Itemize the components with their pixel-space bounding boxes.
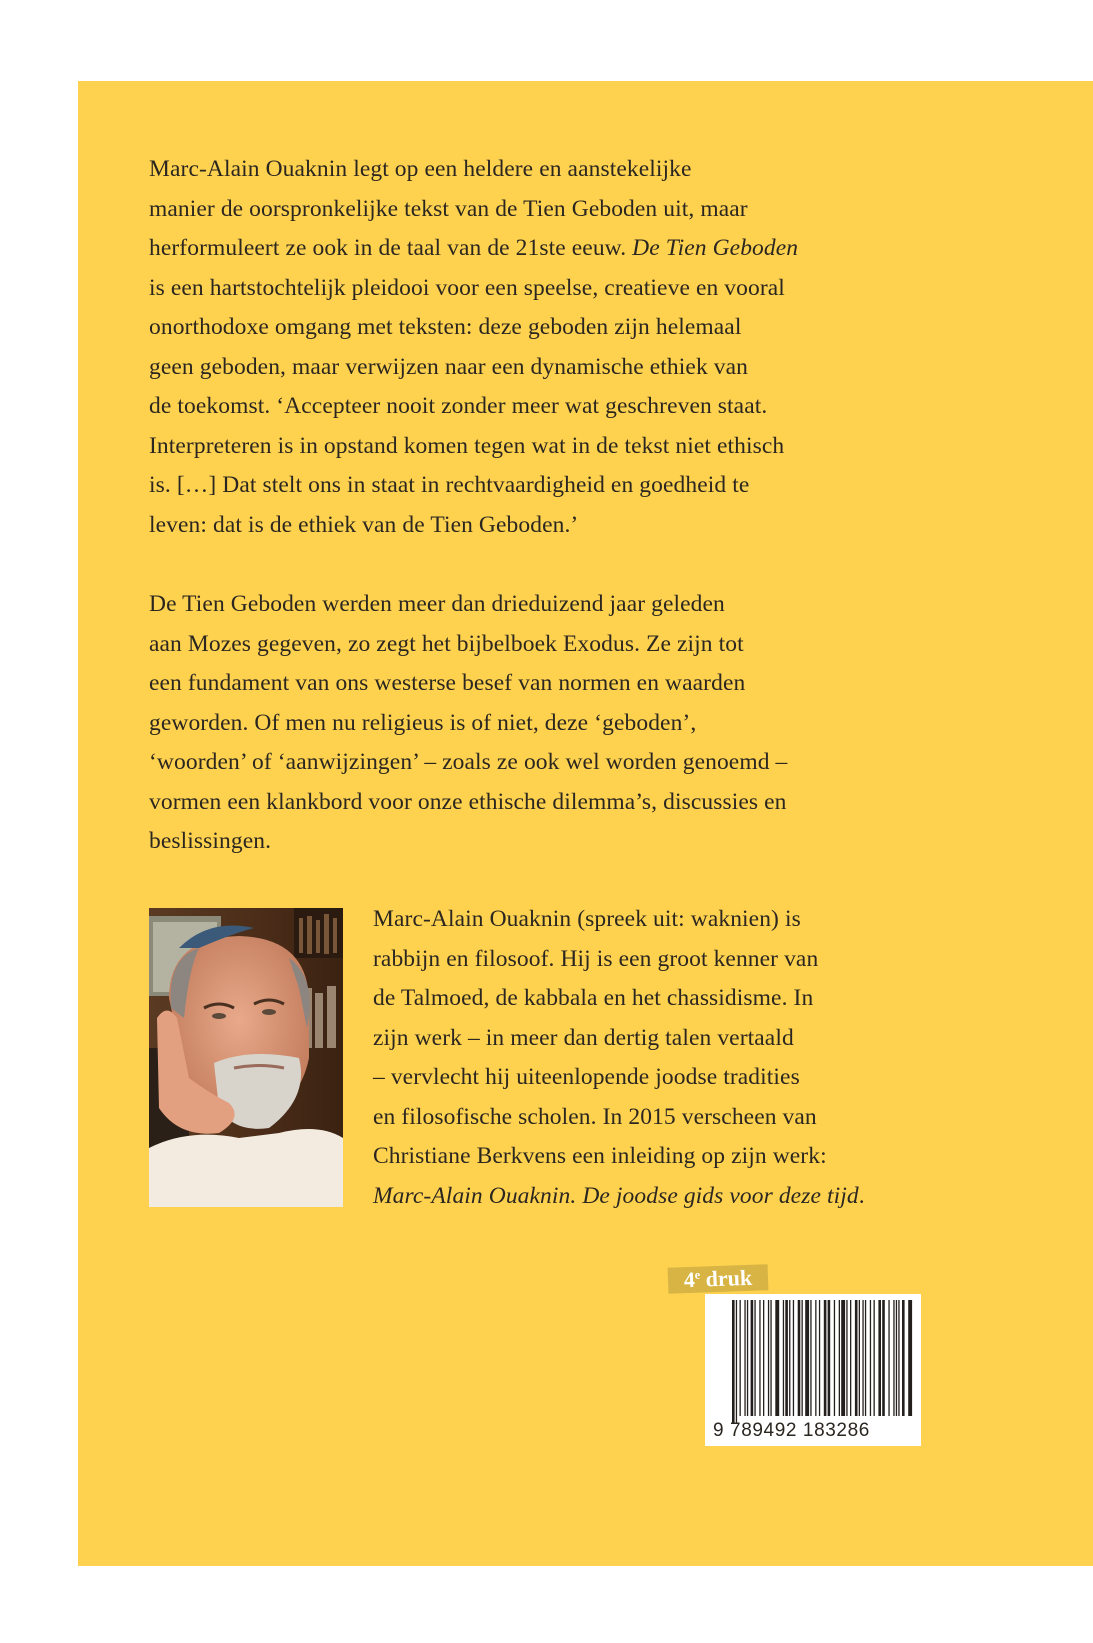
- barcode-bar: [882, 1300, 885, 1416]
- barcode-bar: [770, 1300, 771, 1416]
- blurb-line: is. […] Dat stelt ons in staat in rechtvaardigheid en goedheid te: [149, 472, 750, 498]
- barcode-bar: [878, 1300, 881, 1416]
- barcode-bar: [841, 1300, 845, 1416]
- barcode-bar: [819, 1300, 820, 1416]
- bio-line: de Talmoed, de kabbala en het chassidisme. In: [373, 985, 814, 1011]
- barcode-bar: [862, 1300, 863, 1416]
- blurb-line: De Tien Geboden werden meer dan drieduizend jaar geleden: [149, 591, 725, 617]
- barcode-bar: [775, 1300, 779, 1416]
- barcode-bar: [798, 1300, 801, 1416]
- barcode-bar: [902, 1300, 905, 1416]
- barcode-bar: [908, 1300, 912, 1416]
- barcode-bar: [870, 1300, 871, 1416]
- edition-number: 4: [683, 1266, 696, 1293]
- blurb-paragraph-2: [149, 585, 939, 862]
- blurb-line: [149, 229, 939, 269]
- barcode-bar: [888, 1300, 889, 1416]
- barcode-bar: [744, 1300, 745, 1416]
- bio-line: Marc-Alain Ouaknin (spreek uit: waknien) is: [373, 906, 801, 932]
- blurb-line: ‘woorden’ of ‘aanwijzingen’ – zoals ze ook wel worden genoemd –: [149, 749, 788, 775]
- barcode-bar: [898, 1300, 899, 1416]
- barcode-bar: [789, 1300, 790, 1416]
- edition-superscript: e: [694, 1267, 701, 1282]
- isbn-number: 9 789492 183286: [713, 1420, 870, 1441]
- barcode-bar: [747, 1300, 748, 1416]
- edition-label: [668, 1264, 769, 1293]
- blurb-line: geen geboden, maar verwijzen naar een dynamische ethiek van: [149, 353, 748, 380]
- barcode-bar: [759, 1300, 760, 1416]
- author-bio: [373, 900, 933, 1216]
- barcode-bar: [793, 1300, 794, 1416]
- bio-line: Christiane Berkvens een inleiding op zijn werk:: [373, 1143, 827, 1169]
- barcode-bar: [865, 1300, 866, 1416]
- bio-line: [373, 1177, 933, 1217]
- author-photo: [149, 908, 343, 1207]
- barcode-bar: [828, 1300, 831, 1416]
- barcode-bar: [839, 1300, 840, 1416]
- blurb-line: beslissingen.: [149, 828, 272, 854]
- barcode-bar: [751, 1300, 754, 1416]
- barcode-bar: [834, 1300, 835, 1416]
- blurb-line: Marc-Alain Ouaknin legt op een heldere en aanstekelijke: [149, 156, 692, 182]
- barcode-bar: [802, 1300, 803, 1416]
- barcode-bar: [768, 1300, 769, 1416]
- barcode-bar: [740, 1300, 741, 1416]
- isbn-barcode: [705, 1294, 921, 1446]
- barcode-bar: [763, 1300, 764, 1416]
- blurb-line-text: herformuleert ze ook in de taal van de 21ste eeuw.: [149, 235, 633, 261]
- barcode-bar: [810, 1300, 811, 1416]
- blurb-line: onorthodoxe omgang met teksten: deze geboden zijn helemaal: [149, 314, 742, 340]
- barcode-bar: [859, 1300, 860, 1416]
- barcode-bar: [732, 1300, 735, 1424]
- barcode-bar: [855, 1300, 858, 1416]
- blurb-line: de toekomst. ‘Accepteer nooit zonder meer wat geschreven staat.: [149, 393, 768, 419]
- blurb-line: leven: dat is de ethiek van de Tien Geboden.’: [149, 511, 579, 538]
- barcode-bar: [846, 1300, 847, 1416]
- bio-line-suffix: .: [858, 1182, 865, 1209]
- barcode-bar: [783, 1300, 784, 1416]
- barcode-bar: [850, 1300, 851, 1416]
- bio-line: – vervlecht hij uiteenlopende joodse tradities: [373, 1064, 800, 1090]
- blurb-paragraph-1: [149, 150, 939, 545]
- bio-line: zijn werk – in meer dan dertig talen vertaald: [373, 1024, 794, 1051]
- bio-line: rabbijn en filosoof. Hij is een groot kenner van: [373, 945, 819, 972]
- blurb-line: manier de oorspronkelijke tekst van de Tien Geboden uit, maar: [149, 195, 748, 222]
- blurb-line: geworden. Of men nu religieus is of niet, deze ‘geboden’,: [149, 709, 697, 736]
- barcode-bar: [874, 1300, 875, 1416]
- referenced-book-title: Marc-Alain Ouaknin. De joodse gids voor deze tijd: [373, 1182, 859, 1209]
- barcode-bar: [754, 1300, 755, 1416]
- book-title-italic: De Tien Geboden: [632, 235, 799, 261]
- barcode-bar: [785, 1300, 788, 1416]
- barcode-bar: [805, 1300, 809, 1416]
- barcode-bar: [824, 1300, 827, 1416]
- barcode-bar: [893, 1300, 894, 1416]
- barcode-bar: [896, 1300, 897, 1416]
- blurb-line: een fundament van ons westerse besef van normen en waarden: [149, 670, 746, 696]
- barcode-bar: [736, 1300, 737, 1424]
- barcode-bar: [815, 1300, 816, 1416]
- blurb-line: is een hartstochtelijk pleidooi voor een speelse, creatieve en vooral: [149, 274, 785, 301]
- bio-line: en filosofische scholen. In 2015 verscheen van: [373, 1103, 817, 1130]
- blurb-line: Interpreteren is in opstand komen tegen wat in de tekst niet ethisch: [149, 432, 785, 459]
- edition-text: druk: [699, 1264, 753, 1292]
- blurb-line: vormen een klankbord voor onze ethische dilemma’s, discussies en: [149, 788, 787, 815]
- blurb-line: aan Mozes gegeven, zo zegt het bijbelboek Exodus. Ze zijn tot: [149, 630, 744, 657]
- author-portrait-illustration: [149, 908, 343, 1207]
